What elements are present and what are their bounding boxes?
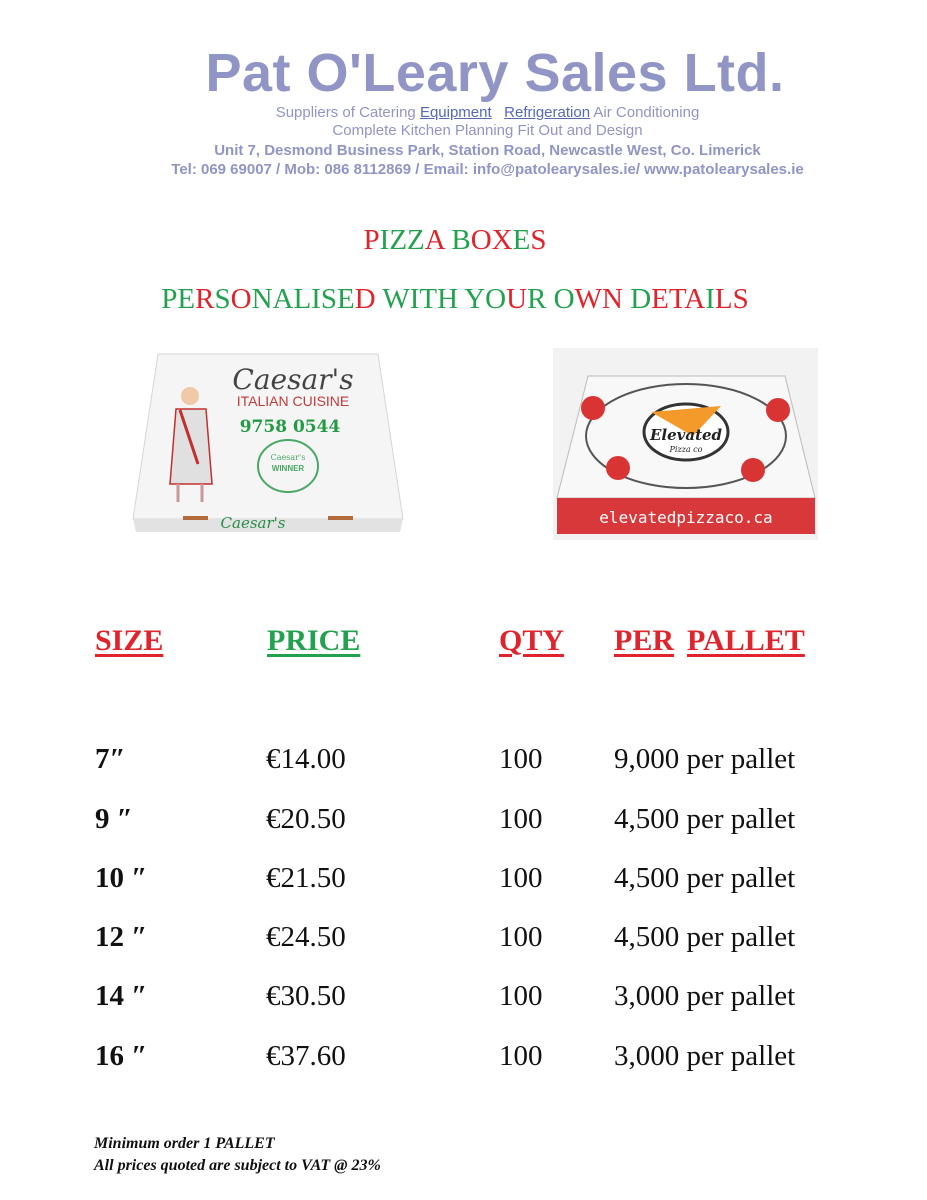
size-cell: 14 ″ [95,980,148,1012]
letterhead-services-line [0,104,927,121]
subtitle-part: WITH YO [375,283,507,315]
pallet-cell: 3,000 per pallet [614,980,796,1012]
qty-cell: 100 [499,862,543,894]
subtitle-part: D [354,283,376,315]
subtitle-part: D [630,283,652,315]
pallet-cell: 4,500 per pallet [614,803,796,835]
size-cell: 9 ″ [95,803,133,835]
letterhead-contact: Tel: 069 69007 / Mob: 086 8112869 / Email: info@patolearysales.ie/ www.patolearysales.ie [171,161,804,178]
price-cell: €21.50 [266,862,346,894]
qty-cell: 100 [499,803,543,835]
services-suffix: Air Conditioning [590,104,700,121]
box1-tagline: ITALIAN CUISINE [236,393,350,409]
subtitle-part: R O [527,283,575,315]
box2-logo-line1: Elevated [649,426,723,444]
size-cell: 16 ″ [95,1040,148,1072]
price-cell: €30.50 [266,980,346,1012]
subtitle-part: S [214,283,231,315]
box1-phone: 9758 0544 [239,417,341,437]
pallet-cell: 9,000 per pallet [614,743,796,775]
letterhead-address: Unit 7, Desmond Business Park, Station Road, Newcastle West, Co. Limerick [214,142,761,159]
title-part: E [512,224,531,256]
minimum-order-note: Minimum order 1 PALLET [94,1135,275,1152]
pallet-cell: 3,000 per pallet [614,1040,796,1072]
price-cell: €37.60 [266,1040,346,1072]
subtitle-part: U [506,283,528,315]
pallet-cell: 4,500 per pallet [614,862,796,894]
vat-note: All prices quoted are subject to VAT @ 23% [94,1157,381,1174]
header-size: SIZE [95,624,164,657]
pallet-cell: 4,500 per pallet [614,921,796,953]
personalised-subtitle [0,283,910,316]
title-part: S [530,224,547,256]
title-part: IZZ [379,224,425,256]
size-cell: 12 ″ [95,921,148,953]
title-part: B [444,224,471,256]
qty-cell: 100 [499,1040,543,1072]
subtitle-part: PE [161,283,196,315]
subtitle-part: I [705,283,715,315]
pizza-boxes-title [0,224,910,257]
header-per: PER [614,624,674,657]
company-name: Pat O'Leary Sales Ltd. [205,43,785,103]
price-cell: €14.00 [266,743,346,775]
equipment-link[interactable]: Equipment [419,104,492,121]
qty-cell: 100 [499,921,543,953]
size-cell: 10 ″ [95,862,148,894]
price-cell: €20.50 [266,803,346,835]
elevated-pizza-box-image [553,348,818,540]
price-cell: €24.50 [266,921,346,953]
subtitle-part: ETA [651,283,706,315]
box1-footer: Caesar's [220,514,286,532]
qty-cell: 100 [499,743,543,775]
subtitle-part: WN [574,283,631,315]
title-part: P [363,224,380,256]
subtitle-part: LS [714,283,749,315]
letterhead-planning-line: Complete Kitchen Planning Fit Out and Design [332,122,643,139]
services-prefix: Suppliers of Catering [275,104,420,121]
subtitle-part: NALISE [251,283,355,315]
subtitle-part: O [230,283,252,315]
title-part: A [424,224,445,256]
caesars-pizza-box-image [128,344,408,539]
qty-cell: 100 [499,980,543,1012]
size-cell: 7″ [95,743,126,775]
box1-brand: Caesar's [232,363,354,396]
header-pallet: PALLET [687,624,805,657]
box2-url: elevatedpizzaco.ca [599,508,773,527]
subtitle-part: R [195,283,215,315]
header-price: PRICE [267,624,361,657]
header-qty: QTY [499,624,565,657]
box1-award-line1: Caesar's [270,453,306,462]
box1-award-line2: WINNER [271,464,305,473]
refrigeration-link[interactable]: Refrigeration [504,104,591,121]
box2-logo-line2: Pizza co [669,445,703,454]
title-part: OX [470,224,513,256]
